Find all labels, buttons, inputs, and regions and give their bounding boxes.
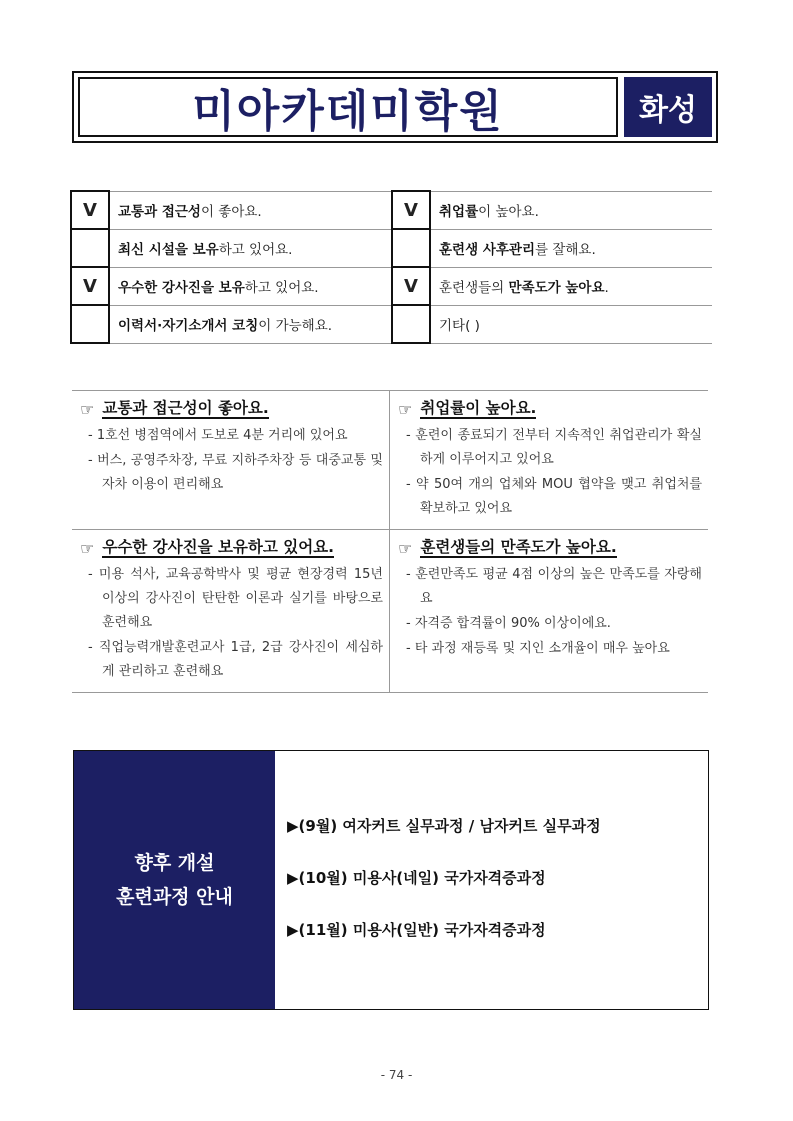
- checkbox-cell: [71, 229, 109, 267]
- feature-bullet: - 약 50여 개의 업체와 MOU 협약을 맺고 취업처를 확보하고 있어요: [406, 477, 702, 516]
- course-item: ▶(11월) 미용사(일반) 국가자격증과정: [287, 921, 546, 939]
- feature-checklist: [70, 190, 712, 344]
- feature-heading: ☞ 훈련생들의 만족도가 높아요.: [398, 538, 617, 558]
- feature-bullet: - 훈련이 종료되기 전부터 지속적인 취업관리가 확실하게 이루어지고 있어요: [406, 428, 702, 467]
- academy-header: [72, 71, 718, 143]
- checklist-item: 훈련생들의 만족도가 높아요.: [430, 267, 712, 305]
- course-item: ▶(9월) 여자커트 실무과정 / 남자커트 실무과정: [287, 817, 601, 835]
- feature-bullet: - 자격증 합격률이 90% 이상이에요.: [406, 616, 611, 631]
- checklist-item: 교통과 접근성이 좋아요.: [109, 191, 392, 229]
- pointing-hand-icon: ☞: [80, 399, 95, 419]
- feature-details: [72, 390, 708, 693]
- upcoming-courses-box: [73, 750, 709, 1010]
- checkbox-cell: [392, 305, 430, 343]
- upcoming-title-line: 훈련과정 안내: [116, 886, 233, 908]
- upcoming-title-panel: [74, 751, 275, 1009]
- course-item: ▶(10월) 미용사(네일) 국가자격증과정: [287, 869, 546, 887]
- feature-bullet: - 1호선 병점역에서 도보로 4분 거리에 있어요: [88, 428, 348, 443]
- academy-title: 미아카데미학원: [192, 86, 504, 137]
- feature-instructors: [72, 530, 390, 692]
- branch-badge: 화성: [624, 77, 712, 137]
- feature-bullet: - 타 과정 재등록 및 지인 소개율이 매우 높아요: [406, 641, 670, 656]
- pointing-hand-icon: ☞: [80, 538, 95, 558]
- checklist-row: [71, 305, 712, 343]
- checkbox-cell: V: [71, 267, 109, 305]
- upcoming-title-line: 향후 개설: [134, 852, 215, 874]
- checklist-item: 우수한 강사진을 보유하고 있어요.: [109, 267, 392, 305]
- feature-bullet: - 미용 석사, 교육공학박사 및 평균 현장경력 15년 이상의 강사진이 탄탄한 이론과 실기를 바탕으로 훈련해요: [88, 567, 383, 630]
- feature-heading: ☞ 우수한 강사진을 보유하고 있어요.: [80, 538, 335, 558]
- feature-heading: ☞ 교통과 접근성이 좋아요.: [80, 399, 269, 419]
- checklist-item: 기타( ): [430, 305, 712, 343]
- checkbox-cell: V: [392, 191, 430, 229]
- feature-heading: ☞ 취업률이 높아요.: [398, 399, 537, 419]
- feature-bullet: - 훈련만족도 평균 4점 이상의 높은 만족도를 자랑해요: [406, 567, 702, 606]
- checklist-item: 최신 시설을 보유하고 있어요.: [109, 229, 392, 267]
- feature-row: [72, 391, 708, 530]
- checklist-row: [71, 267, 712, 305]
- checklist-item: 훈련생 사후관리를 잘해요.: [430, 229, 712, 267]
- checkbox-cell: [71, 305, 109, 343]
- checklist-row: [71, 191, 712, 229]
- checklist-item: 취업률이 높아요.: [430, 191, 712, 229]
- checkbox-cell: V: [392, 267, 430, 305]
- feature-row: [72, 530, 708, 693]
- feature-employment: [390, 391, 708, 529]
- feature-bullet: - 직업능력개발훈련교사 1급, 2급 강사진이 세심하게 관리하고 훈련해요: [88, 640, 383, 679]
- checklist-item: 이력서·자기소개서 코칭이 가능해요.: [109, 305, 392, 343]
- feature-satisfaction: [390, 530, 708, 692]
- header-title-box: [78, 77, 618, 137]
- pointing-hand-icon: ☞: [398, 399, 413, 419]
- checkbox-cell: V: [71, 191, 109, 229]
- checklist-row: [71, 229, 712, 267]
- page-number: - 74 -: [380, 1068, 413, 1082]
- checkbox-cell: [392, 229, 430, 267]
- feature-access: [72, 391, 390, 529]
- upcoming-course-list: [275, 751, 708, 1009]
- pointing-hand-icon: ☞: [398, 538, 413, 558]
- feature-bullet: - 버스, 공영주차장, 무료 지하주차장 등 대중교통 및 자차 이용이 편리해요: [88, 453, 383, 492]
